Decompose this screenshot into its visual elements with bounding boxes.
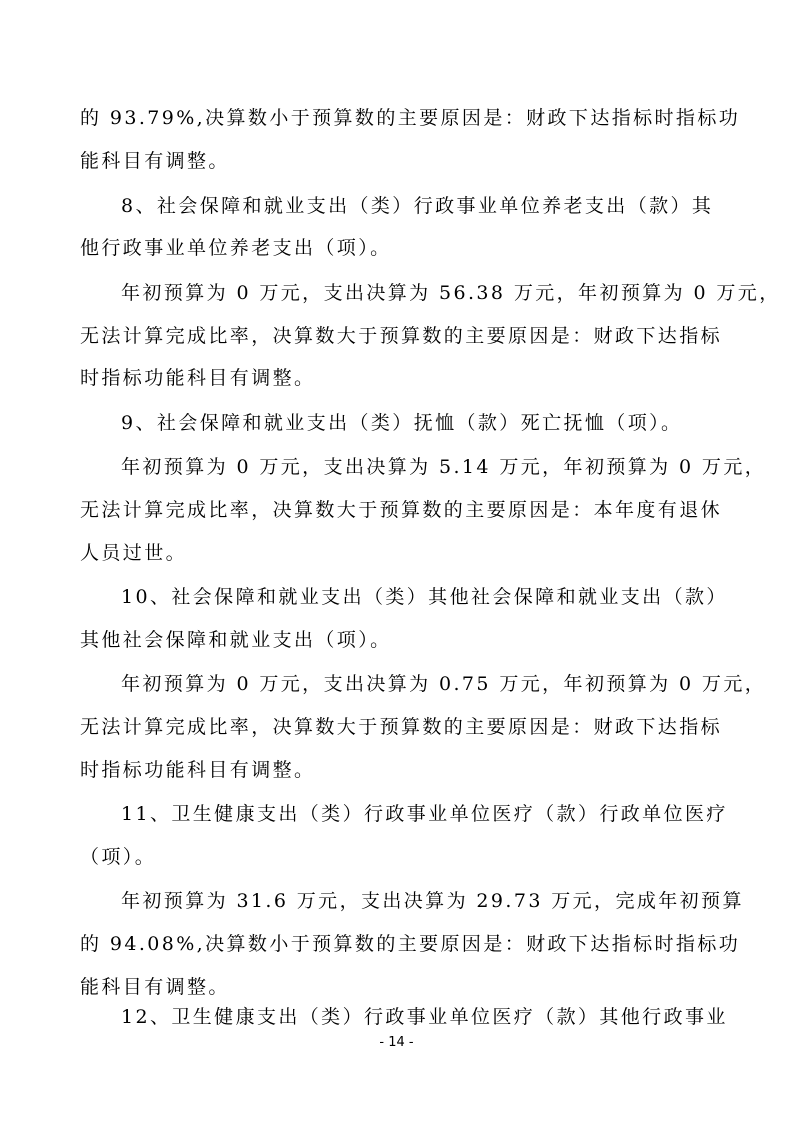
text-line: 无法计算完成比率，决算数大于预算数的主要原因是：财政下达指标 xyxy=(80,716,723,738)
text-line: 能科目有调整。 xyxy=(80,976,230,998)
text-line: 无法计算完成比率，决算数大于预算数的主要原因是：财政下达指标 xyxy=(80,325,723,347)
text-line: （项）。 xyxy=(80,846,157,868)
text-line: 年初预算为 0 万元，支出决算为 56.38 万元，年初预算为 0 万元， xyxy=(121,282,781,304)
text-line: 年初预算为 0 万元，支出决算为 0.75 万元，年初预算为 0 万元， xyxy=(121,673,767,695)
text-line: 时指标功能科目有调整。 xyxy=(80,367,316,389)
section-heading-12: 12、卫生健康支出（类）行政事业单位医疗（款）其他行政事业 xyxy=(121,1006,728,1028)
text-line: 的 94.08%,决算数小于预算数的主要原因是：财政下达指标时指标功 xyxy=(80,933,741,955)
section-heading-10: 10、社会保障和就业支出（类）其他社会保障和就业支出（款） xyxy=(121,586,728,608)
section-heading-11: 11、卫生健康支出（类）行政事业单位医疗（款）行政单位医疗 xyxy=(121,803,728,825)
text-line: 能科目有调整。 xyxy=(80,150,230,172)
section-heading-8: 8、社会保障和就业支出（类）行政事业单位养老支出（款）其 xyxy=(121,195,714,217)
text-line: 无法计算完成比率，决算数大于预算数的主要原因是：本年度有退休 xyxy=(80,499,723,521)
section-heading-9: 9、社会保障和就业支出（类）抚恤（款）死亡抚恤（项）。 xyxy=(121,412,683,434)
page-number: - 14 - xyxy=(379,1035,414,1050)
text-line: 人员过世。 xyxy=(80,542,188,564)
text-line: 年初预算为 31.6 万元，支出决算为 29.73 万元，完成年初预算 xyxy=(121,890,744,912)
text-line: 年初预算为 0 万元，支出决算为 5.14 万元，年初预算为 0 万元， xyxy=(121,456,767,478)
text-line: 他行政事业单位养老支出（项）。 xyxy=(80,237,392,259)
text-line: 的 93.79%,决算数小于预算数的主要原因是：财政下达指标时指标功 xyxy=(80,107,741,129)
text-line: 时指标功能科目有调整。 xyxy=(80,759,316,781)
text-line: 其他社会保障和就业支出（项）。 xyxy=(80,629,392,651)
